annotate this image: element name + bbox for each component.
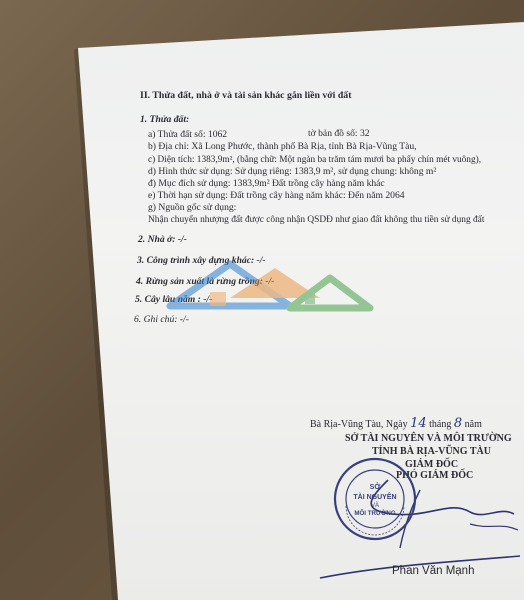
signer-title-deputy: PHÓ GIÁM ĐỐC xyxy=(396,470,474,481)
origin-detail: Nhận chuyển nhượng đất được công nhận QSDĐ như giao đất không thu tiền sử dụng đất xyxy=(148,215,485,225)
map-sheet-number: tờ bản đồ số: 32 xyxy=(308,128,370,139)
section-title: II. Thửa đất, nhà ở và tài sản khác gắn liền với đất xyxy=(140,90,352,101)
item-planted-forest: 4. Rừng sản xuất là rừng trồng: -/- xyxy=(136,276,275,287)
signing-day: 14 xyxy=(410,416,427,431)
usage-purpose: đ) Mục đích sử dụng: 1383,9m² Đất trồng cây hàng năm khác xyxy=(148,178,385,189)
house-watermark-logo xyxy=(160,246,380,326)
item-notes: 6. Ghi chú: -/- xyxy=(134,314,189,325)
signing-place-prefix: Bà Rịa-Vũng Tàu, Ngày xyxy=(310,419,408,430)
item-other-construction: 3. Công trình xây dựng khác: -/- xyxy=(137,255,266,266)
stamp-text-va: VÀ xyxy=(370,503,380,509)
stamp-text-tai-nguyen: TÀI NGUYÊN xyxy=(353,494,397,501)
signing-month-label: tháng xyxy=(429,419,452,430)
signing-month: 8 xyxy=(453,416,463,431)
usage-form: d) Hình thức sử dụng: Sử dụng riêng: 1383,9 m², sử dụng chung: không m² xyxy=(148,166,437,177)
land-area: c) Diện tích: 1383,9m², (bằng chữ: Một ngàn ba trăm tám mươi ba phẩy chín mét vuông), xyxy=(148,155,482,165)
issuing-agency: SỞ TÀI NGUYÊN VÀ MÔI TRƯỜNG xyxy=(345,433,512,444)
parcel-number: a) Thửa đất số: 1062 xyxy=(148,129,228,140)
signing-place-date xyxy=(310,418,482,431)
item-house: 2. Nhà ở: -/- xyxy=(138,234,187,245)
signer-name: Phan Văn Mạnh xyxy=(392,565,475,577)
signer-title-director: GIÁM ĐỐC xyxy=(405,459,459,470)
land-heading: 1. Thửa đất: xyxy=(140,114,190,125)
usage-term: e) Thời hạn sử dụng: Đất trồng cây hàng năm khác: Đến năm 2064 xyxy=(148,190,405,201)
official-stamp xyxy=(332,456,418,542)
issuing-province: TỈNH BÀ RỊA-VŨNG TÀU xyxy=(372,446,491,457)
stamp-text-moi-truong: MÔI TRƯỜNG xyxy=(354,510,396,517)
origin-heading: g) Nguồn gốc sử dụng: xyxy=(148,202,237,213)
land-address: b) Địa chỉ: Xã Long Phước, thành phố Bà Rịa, tỉnh Bà Rịa-Vũng Tàu, xyxy=(148,141,417,152)
item-perennial-trees: 5. Cây lâu năm : -/- xyxy=(135,294,213,305)
signing-year-label: năm xyxy=(464,419,482,430)
stamp-text-so: SỞ xyxy=(369,484,381,491)
